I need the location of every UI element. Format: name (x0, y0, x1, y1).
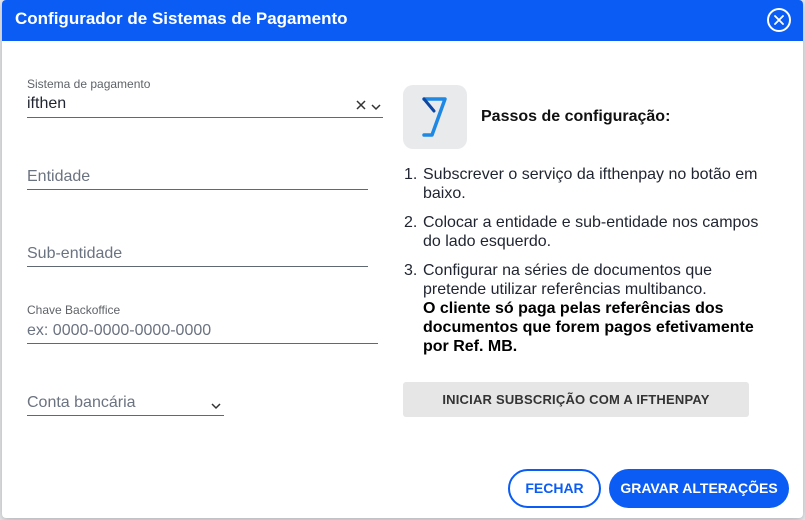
chevron-down-icon[interactable] (210, 398, 222, 408)
conta-bancaria-select[interactable]: Conta bancária (27, 394, 136, 411)
entidade-input[interactable]: Entidade (27, 168, 91, 185)
step-bold-note: O cliente só paga pelas referências dos documentos que forem pagos efetivamente por Ref. MB. (423, 300, 754, 355)
conta-bancaria-underline (27, 415, 224, 416)
entidade-underline (27, 189, 368, 190)
payment-system-select[interactable]: ifthen (27, 95, 67, 112)
steps-title: Passos de configuração: (481, 108, 671, 125)
payment-config-dialog (2, 0, 803, 518)
list-item: 1. Subscrever o serviço da ifthenpay no botão em baixo. (404, 166, 758, 202)
chave-backoffice-input[interactable]: ex: 0000-0000-0000-0000 (27, 322, 212, 339)
step-text: Configurar na séries de documentos que pretende utilizar referências multibanco. (423, 262, 713, 298)
subscribe-ifthenpay-button[interactable]: INICIAR SUBSCRIÇÃO COM A IFTHENPAY (403, 382, 749, 417)
steps-list (402, 165, 762, 356)
payment-system-label: Sistema de pagamento (27, 77, 151, 91)
save-changes-button[interactable]: GRAVAR ALTERAÇÕES (609, 469, 789, 508)
dialog-header (2, 0, 803, 41)
close-button[interactable]: FECHAR (508, 469, 601, 508)
clear-icon[interactable] (355, 98, 367, 110)
close-icon[interactable] (767, 8, 791, 32)
step-text: Subscrever o serviço da ifthenpay no botão em baixo. (423, 166, 758, 202)
chevron-down-icon[interactable] (370, 99, 382, 109)
sub-entidade-input[interactable]: Sub-entidade (27, 245, 123, 262)
payment-system-underline (27, 117, 383, 118)
step-text: Colocar a entidade e sub-entidade nos campos do lado esquerdo. (423, 214, 759, 250)
dialog-title: Configurador de Sistemas de Pagamento (15, 9, 348, 28)
list-item: 2. Colocar a entidade e sub-entidade nos campos do lado esquerdo. (404, 214, 759, 250)
chave-backoffice-underline (27, 343, 378, 344)
chave-backoffice-label: Chave Backoffice (27, 303, 121, 317)
list-item: 3. Configurar na séries de documentos que pretende utilizar referências multibanco. O cliente só paga pelas referências dos documentos que forem pagos efetivamente por Ref. MB. (402, 261, 762, 356)
sub-entidade-underline (27, 266, 368, 267)
ifthenpay-logo-icon (403, 85, 467, 149)
